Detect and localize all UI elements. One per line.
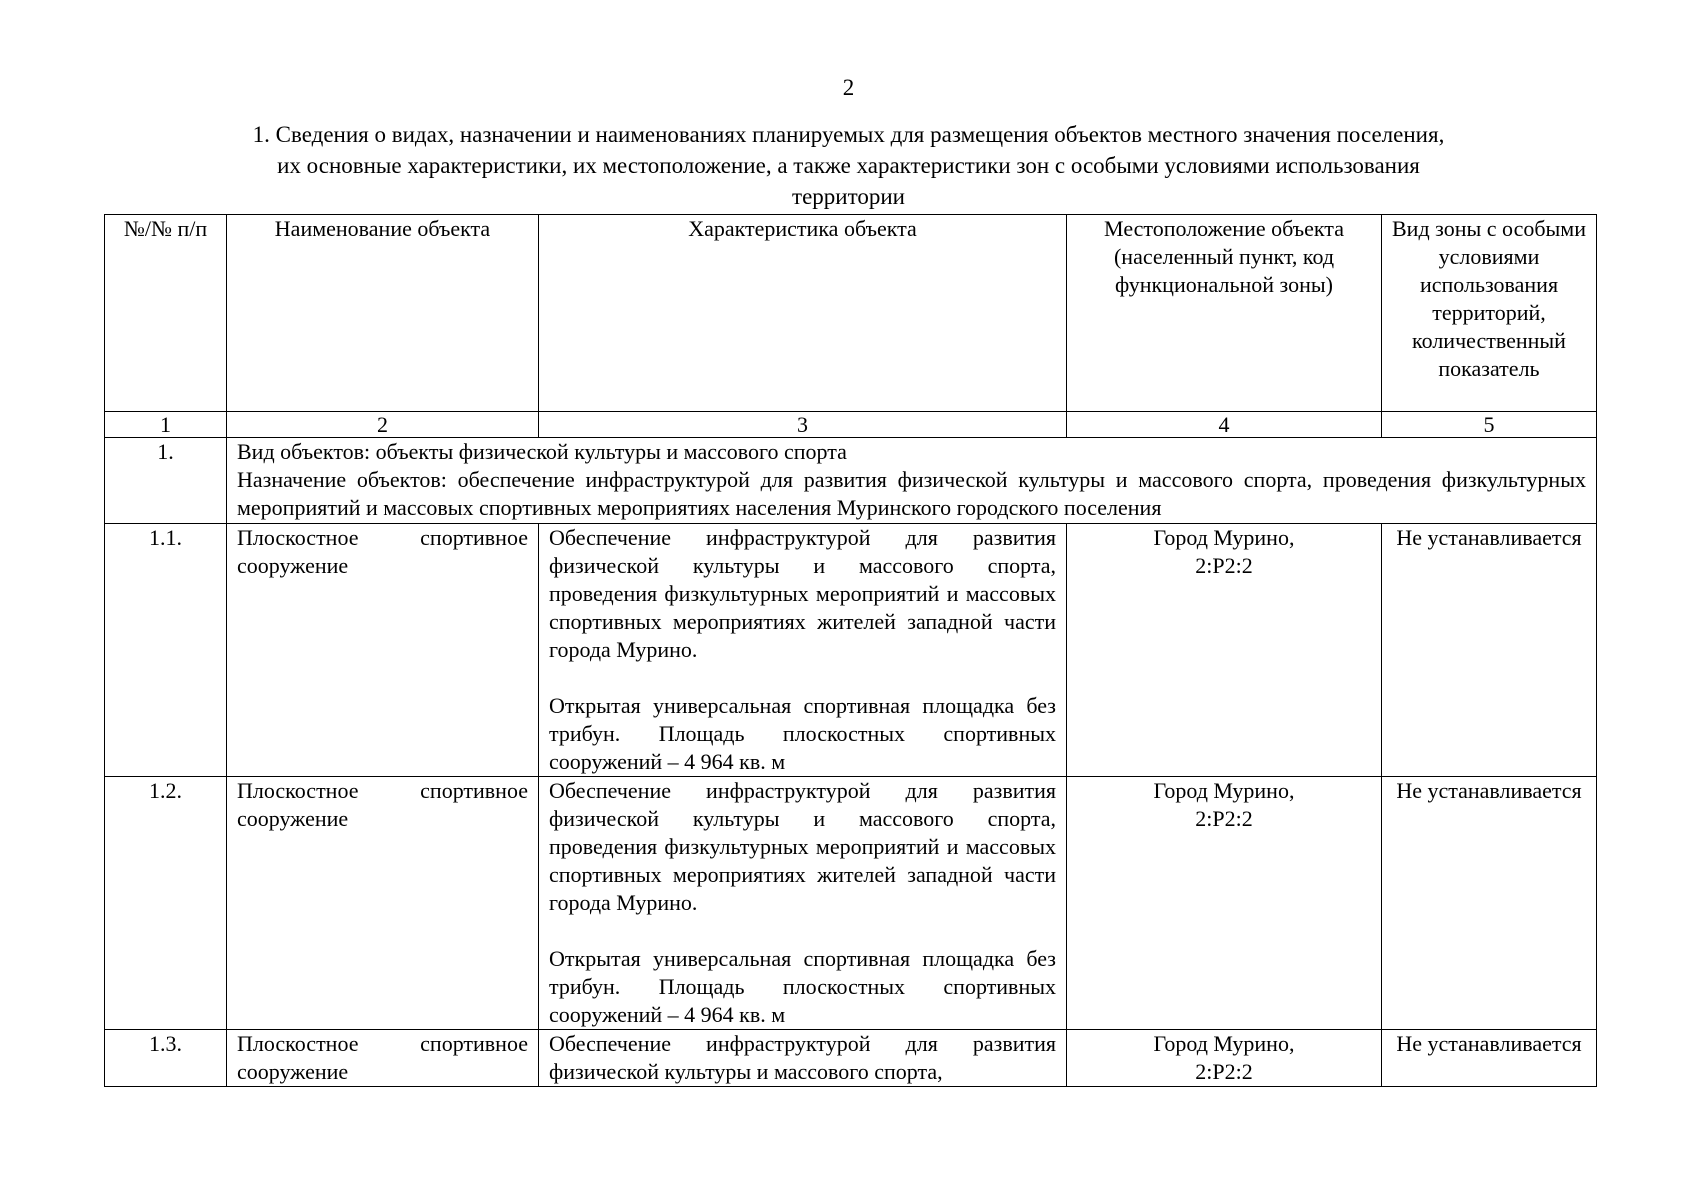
header-zone-type: Вид зоны с особыми условиями использования территорий, количественный показатель — [1382, 215, 1597, 412]
row-number: 1.1. — [105, 524, 227, 777]
header-number: №/№ п/п — [105, 215, 227, 412]
location-zone-code: 2:Р2:2 — [1195, 806, 1253, 831]
heading-line-1: 1. Сведения о видах, назначении и наименованиях планируемых для размещения объектов местного значения поселения, — [252, 122, 1445, 147]
location-settlement: Город Мурино, — [1153, 778, 1295, 803]
document-heading — [104, 119, 1593, 212]
objects-table — [104, 214, 1597, 1087]
location-settlement: Город Мурино, — [1153, 1031, 1295, 1056]
location-zone-code: 2:Р2:2 — [1195, 553, 1253, 578]
location-settlement: Город Мурино, — [1153, 525, 1295, 550]
zone-type: Не устанавливается — [1382, 1030, 1597, 1087]
header-object-name: Наименование объекта — [227, 215, 539, 412]
location-zone-code: 2:Р2:2 — [1195, 1059, 1253, 1084]
object-name: Плоскостное спортивное сооружение — [227, 777, 539, 1030]
header-object-characteristic: Характеристика объекта — [539, 215, 1067, 412]
object-location — [1067, 1030, 1382, 1087]
group-number: 1. — [105, 438, 227, 524]
object-name: Плоскостное спортивное сооружение — [227, 1030, 539, 1087]
page-number: 2 — [842, 75, 855, 100]
column-index: 1 — [105, 412, 227, 438]
object-characteristic — [539, 1030, 1067, 1087]
heading-line-2: их основные характеристики, их местоположение, а также характеристики зон с особыми условиями использования — [277, 153, 1420, 178]
object-characteristic — [539, 524, 1067, 777]
characteristic-purpose: Обеспечение инфраструктурой для развития физической культуры и массового спорта, проведения физкультурных мероприятий и массовых спортивных мероприятиях жителей западной части города Мурино. — [549, 778, 1056, 915]
group-row — [105, 438, 1597, 524]
column-index: 2 — [227, 412, 539, 438]
group-description — [227, 438, 1597, 524]
object-name: Плоскостное спортивное сооружение — [227, 524, 539, 777]
row-number: 1.2. — [105, 777, 227, 1030]
characteristic-details: Открытая универсальная спортивная площадка без трибун. Площадь плоскостных спортивных сооружений – 4 964 кв. м — [549, 693, 1056, 774]
table-row — [105, 777, 1597, 1030]
column-index: 3 — [539, 412, 1067, 438]
zone-type: Не устанавливается — [1382, 777, 1597, 1030]
table-row — [105, 524, 1597, 777]
column-index: 5 — [1382, 412, 1597, 438]
group-purpose: Назначение объектов: обеспечение инфраструктурой для развития физической культуры и массового спорта, проведения физкультурных мероприятий и массовых спортивных мероприятиях населения Муринского городского поселения — [237, 467, 1586, 520]
heading-line-3: территории — [792, 184, 905, 209]
table-header-row — [105, 215, 1597, 412]
table-row — [105, 1030, 1597, 1087]
zone-type: Не устанавливается — [1382, 524, 1597, 777]
object-location — [1067, 524, 1382, 777]
column-index: 4 — [1067, 412, 1382, 438]
column-index-row — [105, 412, 1597, 438]
characteristic-purpose: Обеспечение инфраструктурой для развития физической культуры и массового спорта, проведения физкультурных мероприятий и массовых спортивных мероприятиях жителей западной части города Мурино. — [549, 525, 1056, 662]
characteristic-details: Открытая универсальная спортивная площадка без трибун. Площадь плоскостных спортивных сооружений – 4 964 кв. м — [549, 946, 1056, 1027]
object-location — [1067, 777, 1382, 1030]
row-number: 1.3. — [105, 1030, 227, 1087]
header-object-location: Местоположение объекта (населенный пункт, код функциональной зоны) — [1067, 215, 1382, 412]
group-kind: Вид объектов: объекты физической культуры и массового спорта — [237, 439, 847, 464]
object-characteristic — [539, 777, 1067, 1030]
characteristic-purpose: Обеспечение инфраструктурой для развития физической культуры и массового спорта, — [549, 1031, 1056, 1084]
